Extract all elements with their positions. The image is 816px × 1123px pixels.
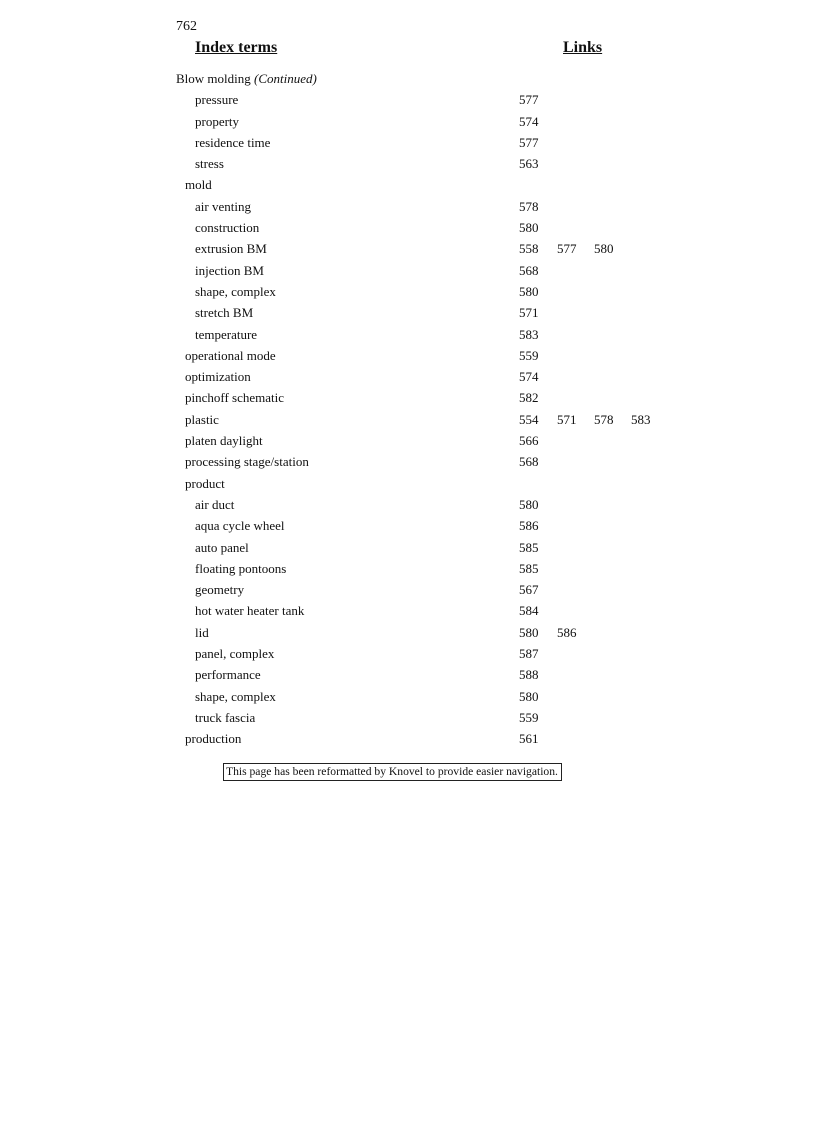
page-link[interactable]: 587 bbox=[519, 646, 539, 662]
index-term-text: product bbox=[185, 475, 225, 491]
index-entry-list bbox=[0, 68, 816, 750]
index-term-text: stretch BM bbox=[195, 305, 254, 321]
index-term-text: panel, complex bbox=[195, 646, 275, 662]
index-term bbox=[185, 473, 225, 494]
page-link[interactable]: 563 bbox=[519, 156, 539, 172]
index-term-text: construction bbox=[195, 220, 260, 236]
index-entry bbox=[0, 579, 816, 600]
index-term bbox=[185, 409, 219, 430]
page-link[interactable]: 580 bbox=[594, 241, 614, 257]
index-entry bbox=[0, 366, 816, 387]
index-term bbox=[195, 494, 234, 515]
index-term bbox=[195, 515, 285, 536]
index-term bbox=[195, 281, 276, 302]
index-term bbox=[195, 537, 249, 558]
index-term-text: extrusion BM bbox=[195, 241, 267, 257]
page-link[interactable]: 554 bbox=[519, 411, 539, 427]
index-entry bbox=[0, 473, 816, 494]
page-link[interactable]: 577 bbox=[557, 241, 577, 257]
page-link[interactable]: 588 bbox=[519, 667, 539, 683]
index-term bbox=[195, 260, 264, 281]
index-term-text: mold bbox=[185, 177, 212, 193]
index-term-text: operational mode bbox=[185, 347, 276, 363]
index-term bbox=[185, 430, 263, 451]
index-term-text: air venting bbox=[195, 198, 251, 214]
index-entry bbox=[0, 600, 816, 621]
page-link[interactable]: 584 bbox=[519, 603, 539, 619]
index-term-text: temperature bbox=[195, 326, 258, 342]
index-term-text: auto panel bbox=[195, 539, 249, 555]
index-term bbox=[195, 196, 251, 217]
index-term bbox=[195, 664, 261, 685]
index-term bbox=[195, 302, 253, 323]
index-entry bbox=[0, 238, 816, 259]
index-term-text: plastic bbox=[185, 411, 219, 427]
index-entry bbox=[0, 537, 816, 558]
index-term-text: performance bbox=[195, 667, 261, 683]
page-link[interactable]: 568 bbox=[519, 262, 539, 278]
index-entry bbox=[0, 430, 816, 451]
index-term bbox=[185, 366, 251, 387]
page-link[interactable]: 583 bbox=[519, 326, 539, 342]
index-term bbox=[195, 558, 286, 579]
index-entry bbox=[0, 302, 816, 323]
index-term bbox=[185, 174, 212, 195]
knovel-reformat-notice: This page has been reformatted by Knovel to provide easier navigation. bbox=[223, 763, 562, 781]
index-term-text: shape, complex bbox=[195, 283, 276, 299]
page-link[interactable]: 583 bbox=[631, 411, 651, 427]
index-entry bbox=[0, 643, 816, 664]
index-entry bbox=[0, 707, 816, 728]
page-link[interactable]: 571 bbox=[557, 411, 577, 427]
index-term-text: floating pontoons bbox=[195, 560, 287, 576]
page-link[interactable]: 559 bbox=[519, 709, 539, 725]
index-term bbox=[195, 579, 244, 600]
index-term-text: optimization bbox=[185, 369, 251, 385]
page-link[interactable]: 577 bbox=[519, 92, 539, 108]
index-entry bbox=[0, 174, 816, 195]
index-term bbox=[195, 111, 239, 132]
index-term-text: lid bbox=[195, 624, 209, 640]
index-entry bbox=[0, 558, 816, 579]
page-link[interactable]: 559 bbox=[519, 347, 539, 363]
index-term bbox=[195, 153, 224, 174]
index-term bbox=[176, 68, 317, 89]
index-entry bbox=[0, 196, 816, 217]
index-entry bbox=[0, 111, 816, 132]
index-term bbox=[195, 238, 267, 259]
index-term bbox=[195, 707, 255, 728]
index-entry bbox=[0, 664, 816, 685]
page-link[interactable]: 586 bbox=[519, 518, 539, 534]
page-link[interactable]: 585 bbox=[519, 560, 539, 576]
index-term bbox=[195, 132, 270, 153]
index-term-text: truck fascia bbox=[195, 709, 256, 725]
page-link[interactable]: 578 bbox=[519, 198, 539, 214]
page-link[interactable]: 586 bbox=[557, 624, 577, 640]
index-term-text: air duct bbox=[195, 496, 235, 512]
page-link[interactable]: 582 bbox=[519, 390, 539, 406]
page-link[interactable]: 561 bbox=[519, 731, 539, 747]
continued-label: (Continued) bbox=[254, 71, 317, 86]
index-term-text: residence time bbox=[195, 134, 271, 150]
index-term-text: stress bbox=[195, 156, 224, 172]
index-entry bbox=[0, 622, 816, 643]
index-term-text: injection BM bbox=[195, 262, 264, 278]
page-link[interactable]: 577 bbox=[519, 134, 539, 150]
index-entry bbox=[0, 387, 816, 408]
index-term bbox=[195, 622, 209, 643]
page-link[interactable]: 580 bbox=[519, 624, 539, 640]
page-link[interactable]: 578 bbox=[594, 411, 614, 427]
index-entry bbox=[0, 515, 816, 536]
index-term bbox=[185, 345, 276, 366]
index-entry bbox=[0, 217, 816, 238]
index-term-text: production bbox=[185, 731, 242, 747]
index-entry bbox=[0, 324, 816, 345]
index-term bbox=[195, 643, 274, 664]
index-term bbox=[195, 89, 238, 110]
index-term-text: processing stage/station bbox=[185, 454, 309, 470]
index-term bbox=[185, 728, 241, 749]
index-entry bbox=[0, 686, 816, 707]
index-term bbox=[195, 600, 304, 621]
index-entry bbox=[0, 728, 816, 749]
index-entry bbox=[0, 494, 816, 515]
index-entry bbox=[0, 409, 816, 430]
index-term bbox=[195, 217, 259, 238]
page-number: 762 bbox=[176, 19, 197, 34]
page-link[interactable]: 574 bbox=[519, 369, 539, 385]
index-entry bbox=[0, 68, 816, 89]
page-link[interactable]: 580 bbox=[519, 220, 539, 236]
index-term bbox=[195, 324, 257, 345]
page-link[interactable]: 574 bbox=[519, 113, 539, 129]
index-term-text: geometry bbox=[195, 582, 245, 598]
index-term-text: pressure bbox=[195, 92, 239, 108]
index-term bbox=[185, 451, 309, 472]
links-header: Links bbox=[563, 39, 603, 56]
index-term-text: shape, complex bbox=[195, 688, 276, 704]
index-term-text: aqua cycle wheel bbox=[195, 518, 285, 534]
index-term bbox=[185, 387, 284, 408]
index-term-text: property bbox=[195, 113, 240, 129]
index-term-text: platen daylight bbox=[185, 433, 263, 449]
page-link[interactable]: 558 bbox=[519, 241, 539, 257]
page-link[interactable]: 571 bbox=[519, 305, 539, 321]
page-link[interactable]: 580 bbox=[519, 496, 539, 512]
index-entry bbox=[0, 132, 816, 153]
index-term-text: Blow molding bbox=[176, 71, 251, 86]
index-term-text: pinchoff schematic bbox=[185, 390, 285, 406]
page-link[interactable]: 580 bbox=[519, 283, 539, 299]
index-entry bbox=[0, 153, 816, 174]
index-entry bbox=[0, 89, 816, 110]
page-link[interactable]: 580 bbox=[519, 688, 539, 704]
index-entry bbox=[0, 260, 816, 281]
index-entry bbox=[0, 281, 816, 302]
page-link[interactable]: 585 bbox=[519, 539, 539, 555]
page-link[interactable]: 566 bbox=[519, 433, 539, 449]
page-link[interactable]: 568 bbox=[519, 454, 539, 470]
index-term bbox=[195, 686, 276, 707]
index-terms-header: Index terms bbox=[195, 39, 278, 56]
index-term-text: hot water heater tank bbox=[195, 603, 305, 619]
page-link[interactable]: 567 bbox=[519, 582, 539, 598]
index-entry bbox=[0, 451, 816, 472]
index-entry bbox=[0, 345, 816, 366]
